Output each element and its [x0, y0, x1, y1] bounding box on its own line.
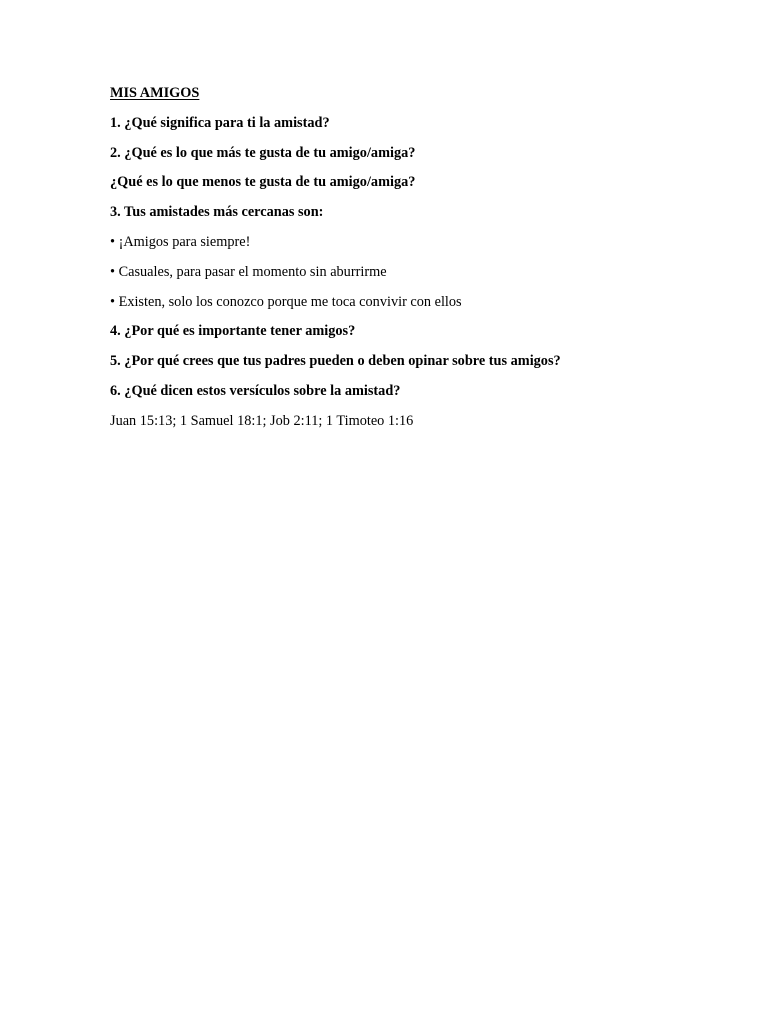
- question-5: 5. ¿Por qué crees que tus padres pueden o deben opinar sobre tus amigos?: [110, 353, 561, 370]
- bible-verses: Juan 15:13; 1 Samuel 18:1; Job 2:11; 1 Timoteo 1:16: [110, 412, 414, 429]
- option-casual: • Casuales, para pasar el momento sin aburrirme: [110, 263, 387, 280]
- document-body: [110, 84, 710, 442]
- question-4: 4. ¿Por qué es importante tener amigos?: [110, 323, 356, 340]
- document-title: MIS AMIGOS: [110, 85, 200, 101]
- question-3: 3. Tus amistades más cercanas son:: [110, 204, 324, 221]
- option-exist: • Existen, solo los conozco porque me toca convivir con ellos: [110, 293, 462, 310]
- question-2b: ¿Qué es lo que menos te gusta de tu amigo/amiga?: [110, 174, 416, 191]
- question-2: 2. ¿Qué es lo que más te gusta de tu amigo/amiga?: [110, 144, 416, 161]
- question-6: 6. ¿Qué dicen estos versículos sobre la amistad?: [110, 382, 401, 399]
- option-friends-forever: • ¡Amigos para siempre!: [110, 233, 251, 250]
- question-1: 1. ¿Qué significa para ti la amistad?: [110, 114, 330, 131]
